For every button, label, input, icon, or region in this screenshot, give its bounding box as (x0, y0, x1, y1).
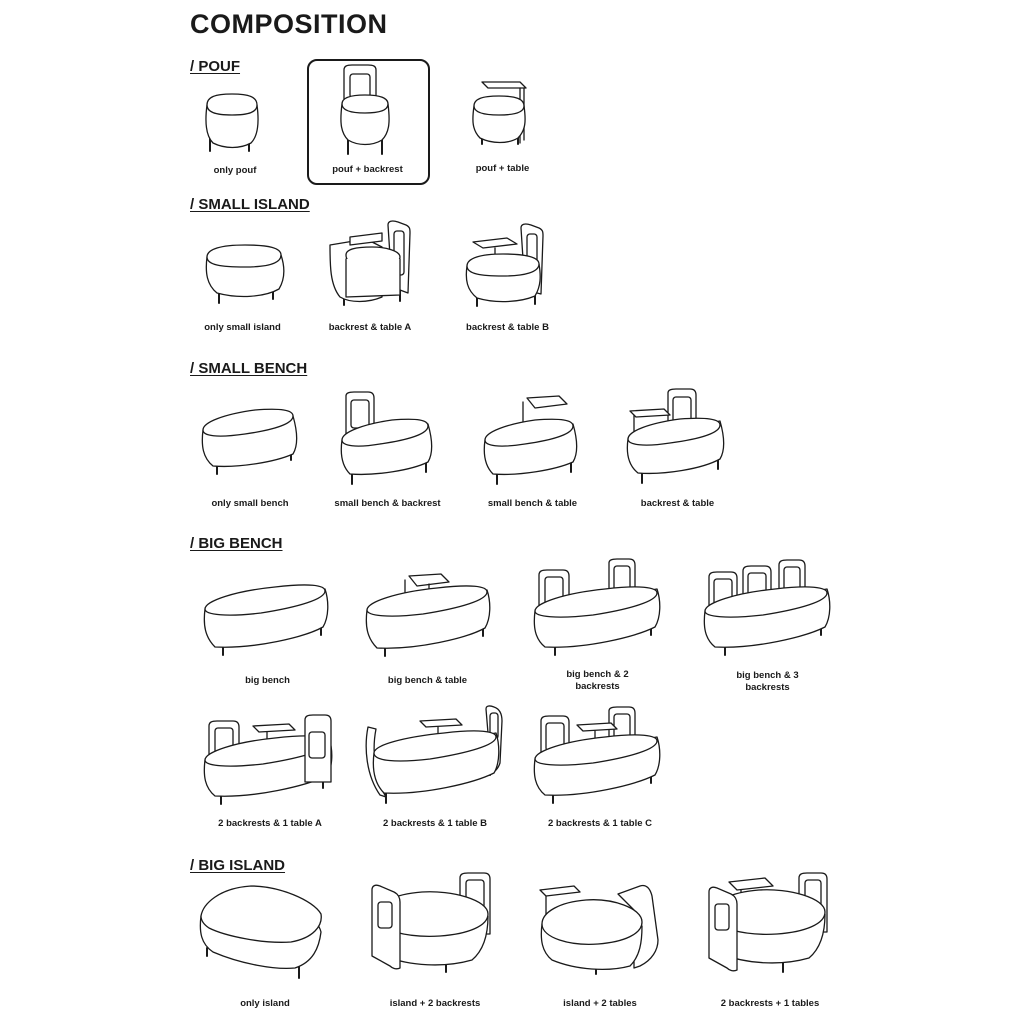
caption: backrest & table A (328, 322, 412, 333)
section-big-bench: / BIG BENCH (190, 535, 283, 552)
section-pouf: / POUF (190, 58, 241, 75)
caption: backrest & table (640, 498, 715, 509)
small-bench-illustration (195, 400, 305, 510)
item-only-small-bench[interactable] (195, 400, 305, 510)
big-bench-a-illustration (195, 710, 345, 835)
caption: small bench & table (487, 498, 578, 509)
big-bench-c-illustration (525, 703, 675, 835)
big-island-2-tables-illustration (530, 880, 670, 1015)
item-backrest-table[interactable] (620, 385, 735, 510)
caption: backrest & table B (466, 322, 549, 333)
small-island-backrest-table-b-illustration (455, 220, 560, 335)
caption: island + 2 tables (563, 998, 637, 1009)
section-big-island: / BIG ISLAND (190, 857, 286, 874)
item-only-pouf[interactable] (195, 85, 275, 185)
caption: small bench & backrest (334, 498, 441, 509)
item-big-bench-3-backrests[interactable] (695, 555, 840, 695)
item-2-backrests-1-table-c[interactable] (525, 703, 675, 835)
pouf-backrest-illustration (310, 62, 425, 180)
big-bench-b-illustration (360, 703, 510, 835)
caption: big bench & table (387, 675, 468, 686)
caption: big bench & 3 backrests (736, 670, 799, 693)
caption: 2 backrests & 1 table C (547, 818, 653, 829)
item-small-bench-table[interactable] (475, 392, 590, 510)
page-title: COMPOSITION (190, 9, 388, 39)
caption: only small bench (211, 498, 289, 509)
caption: only pouf (213, 165, 257, 176)
big-bench-table-illustration (355, 568, 500, 690)
item-island-2-tables[interactable] (530, 880, 670, 1015)
caption: only small island (204, 322, 281, 333)
item-big-bench-2-backrests[interactable] (525, 555, 670, 695)
caption: 2 backrests + 1 tables (720, 998, 820, 1009)
item-backrest-table-a[interactable] (320, 215, 420, 335)
caption: big bench (245, 675, 290, 686)
caption: 2 backrests & 1 table A (218, 818, 322, 829)
caption: island + 2 backrests (389, 998, 481, 1009)
caption: pouf + backrest (332, 164, 403, 175)
big-bench-illustration (195, 575, 340, 690)
item-2-backrests-1-table-a[interactable] (195, 710, 345, 835)
small-bench-table-illustration (475, 392, 590, 510)
section-small-bench: / SMALL BENCH (190, 360, 308, 377)
item-only-small-island[interactable] (195, 235, 290, 335)
item-backrest-table-b[interactable] (455, 220, 560, 335)
caption: pouf + table (475, 163, 530, 174)
caption: 2 backrests & 1 table B (382, 818, 488, 829)
item-2-backrests-1-tables[interactable] (695, 870, 845, 1015)
item-pouf-table[interactable] (460, 78, 545, 178)
small-island-illustration (195, 235, 290, 335)
item-only-island[interactable] (195, 880, 335, 1015)
big-island-mix-illustration (695, 870, 845, 1015)
item-pouf-backrest[interactable] (310, 62, 425, 180)
item-small-bench-backrest[interactable] (330, 390, 445, 510)
small-bench-backrest-table-illustration (620, 385, 735, 510)
big-island-illustration (195, 880, 335, 1015)
section-small-island: / SMALL ISLAND (190, 196, 310, 213)
caption: big bench & 2 backrests (566, 669, 629, 692)
item-big-bench-table[interactable] (355, 568, 500, 690)
caption: only island (240, 998, 290, 1009)
small-bench-backrest-illustration (330, 390, 445, 510)
item-big-bench[interactable] (195, 575, 340, 690)
item-2-backrests-1-table-b[interactable] (360, 703, 510, 835)
small-island-backrest-table-a-illustration (320, 215, 420, 335)
big-island-2-backrests-illustration (360, 870, 510, 1015)
item-island-2-backrests[interactable] (360, 870, 510, 1015)
